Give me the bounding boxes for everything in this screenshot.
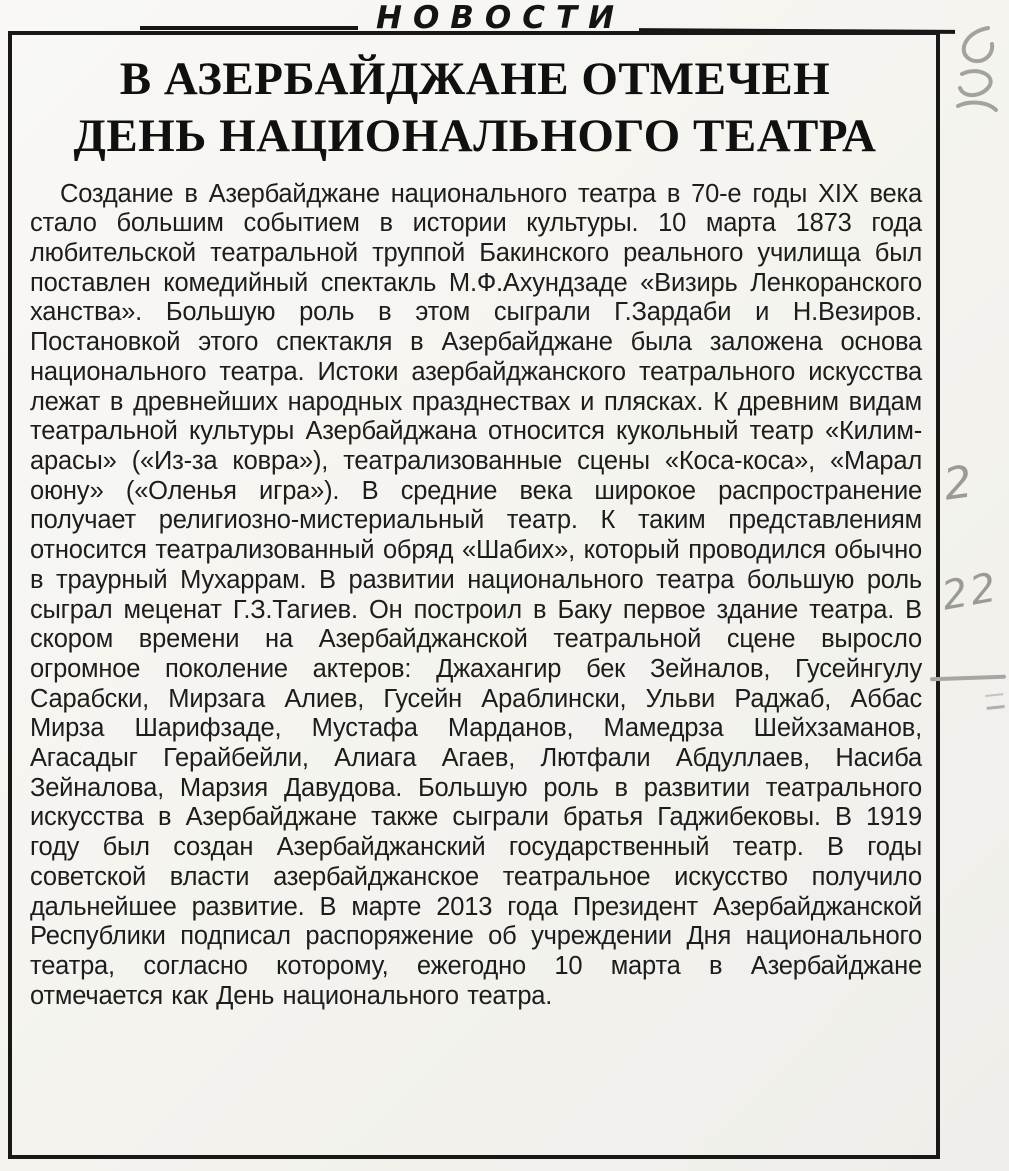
header-rule-left [140, 25, 358, 30]
article-title-line1: В АЗЕРБАЙДЖАНЕ ОТМЕЧЕН [119, 53, 831, 105]
handwritten-mark-2: 2 [940, 456, 976, 511]
handwritten-squiggle [985, 693, 1004, 710]
handwritten-scribble-icon [948, 22, 1006, 122]
section-header-row [140, 0, 955, 36]
article-frame [8, 31, 940, 1159]
handwritten-dash [930, 675, 1006, 682]
article-title [26, 51, 924, 166]
article-body: Создание в Азербайджане национального театра в 70-е годы XIX века стало большим событием в истории культуры. 10 марта 1873 года любительской театральной труппой Бакинского реального училища был поставлен комедийный спектакль М.Ф.Ахундзаде «Визирь Ленкоранского ханства». Большую роль в этом сыграли Г.Зардаби и Н.Везиров. Постановкой этого спектакля в Азербайджане была заложена основа национального театра. Истоки азербайджанского театрального искусства лежат в древнейших народных празднествах и плясках. К древним видам театральной культуры Азербайджана относится кукольный театр «Килим-арасы» («Из-за ковра»), театрализованные сцены «Коса-коса», «Марал оюну» («Оленья игра»). В средние века широкое распространение получает религиозно-мистериальный театр. К таким представлениям относится театрализованный обряд «Шабих», который проводился обычно в траурный Мухаррам. В развитии национального театра большую роль сыграл меценат Г.З.Тагиев. Он построил в Баку первое здание театра. В скором времени на Азербайджанской театральной сцене выросло огромное поколение актеров: Джахангир бек Зейналов, Гусейнгулу Сарабски, Мирзага Алиев, Гусейн Араблински, Ульви Раджаб, Аббас Мирза Шарифзаде, Мустафа Марданов, Мамедрза Шейхзаманов, Агасадыг Герайбейли, Алиага Агаев, Лютфали Абдуллаев, Насиба Зейналова, Марзия Давудова. Большую роль в развитии театрального искусства в Азербайджане также сыграли братья Гаджибековы. В 1919 году был создан Азербайджанский государственный театр. В годы советской власти азербайджанское театральное искусство получило дальнейшее развитие. В марте 2013 года Президент Азербайджанской Республики подписал распоряжение об учреждении Дня национального театра, согласно которому, ежегодно 10 марта в Азербайджане отмечается как День национального театра. [30, 179, 922, 1010]
handwritten-mark-22: 22 [938, 564, 1003, 620]
article-title-line2: ДЕНЬ НАЦИОНАЛЬНОГО ТЕАТРА [73, 110, 877, 163]
section-header: НОВОСТИ [376, 0, 626, 36]
